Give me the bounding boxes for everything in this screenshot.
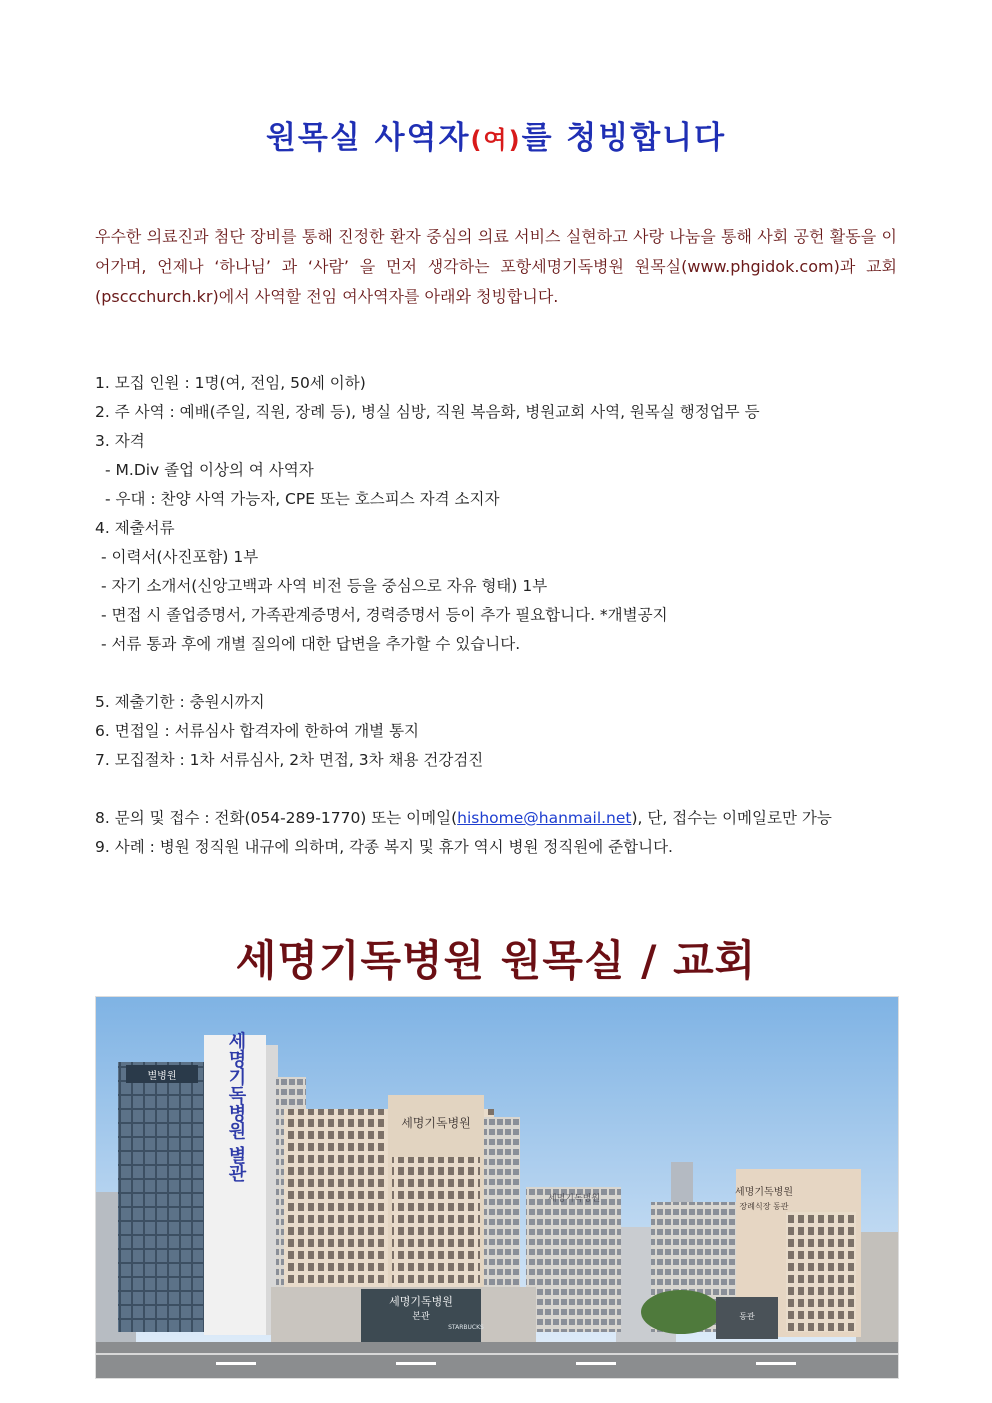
store-sign: STARBUCKS [448,1324,484,1331]
right-base-sign: 동관 [739,1312,755,1321]
email-link[interactable]: hishome@hanmail.net [457,809,632,827]
podium-sign: 세명기독병원 [389,1295,453,1308]
item-documents-intro: - 자기 소개서(신앙고백과 사역 비전 등을 중심으로 자유 형태) 1부 [101,577,548,595]
tower-top-sign: 별병원 [147,1071,177,1082]
item-recruit-count: 1. 모집 인원 : 1명(여, 전임, 50세 이하) [95,374,366,392]
item-qualification: 3. 자격 [95,432,145,450]
title-accent: (여) [470,126,522,154]
item-interview-date: 6. 면접일 : 서류심사 합격자에 한하여 개별 통지 [95,722,420,740]
podium-wing-sign: 본관 [412,1312,430,1322]
page-title [0,112,992,157]
title-main: 원목실 사역자 [265,120,471,156]
contact-text: 8. 문의 및 접수 : 전화(054-289-1770) 또는 이메일( [95,809,458,827]
requirements-list [95,369,905,862]
item-main-ministry: 2. 주 사역 : 예배(주일, 직원, 장례 등), 병실 심방, 직원 복음화, 병원교회 사역, 원목실 행정업무 등 [95,403,760,421]
item-contact [95,804,905,833]
item-qualification-preferred: - 우대 : 찬양 사역 가능자, CPE 또는 호스피스 자격 소지자 [105,490,500,508]
hospital-heading: 세명기독병원 원목실 / 교회 [235,936,757,985]
item-documents-interview: - 면접 시 졸업증명서, 가족관계증명서, 경력증명서 등이 추가 필요합니다. *개별공지 [101,606,668,624]
item-qualification-degree: - M.Div 졸업 이상의 여 사역자 [105,461,314,479]
item-compensation: 9. 사례 : 병원 정직원 내규에 의하며, 각종 복지 및 휴가 역시 병원 정직원에 준합니다. [95,838,673,856]
middle-building-sign: 세명기독병원 [547,1194,601,1204]
intro-paragraph: 우수한 의료진과 첨단 장비를 통해 진정한 환자 중심의 의료 서비스 실현하고 사랑 나눔을 통해 사회 공헌 활동을 이어가며, 언제나 ‘하나님’ 과 ‘사람’ 을 먼저 생각하는 포항세명기독병원 원목실(www.phgidok.com)과 교회(psccchurch.kr)에서 사역할 전임 여사역자를 아래와 청빙합니다. [95,227,897,306]
item-documents-resume: - 이력서(사진포함) 1부 [101,548,259,566]
item-documents-followup: - 서류 통과 후에 개별 질의에 대한 답변을 추가할 수 있습니다. [101,635,521,653]
item-procedure: 7. 모집절차 : 1차 서류심사, 2차 면접, 3차 채용 건강검진 [95,751,484,769]
item-documents: 4. 제출서류 [95,519,175,537]
item-deadline: 5. 제출기한 : 충원시까지 [95,693,265,711]
main-building-sign: 세명기독병원 [401,1116,471,1130]
right-building-sign-a: 세명기독병원 [735,1187,793,1198]
right-building-sign-b: 장례식장 동관 [739,1202,789,1211]
tower-vertical-sign: 세명기독병원 별관 [225,1031,247,1183]
title-suffix: 를 청빙합니다 [521,120,727,156]
hospital-photo [95,996,899,1379]
contact-note: ), 단, 접수는 이메일로만 가능 [631,809,832,827]
